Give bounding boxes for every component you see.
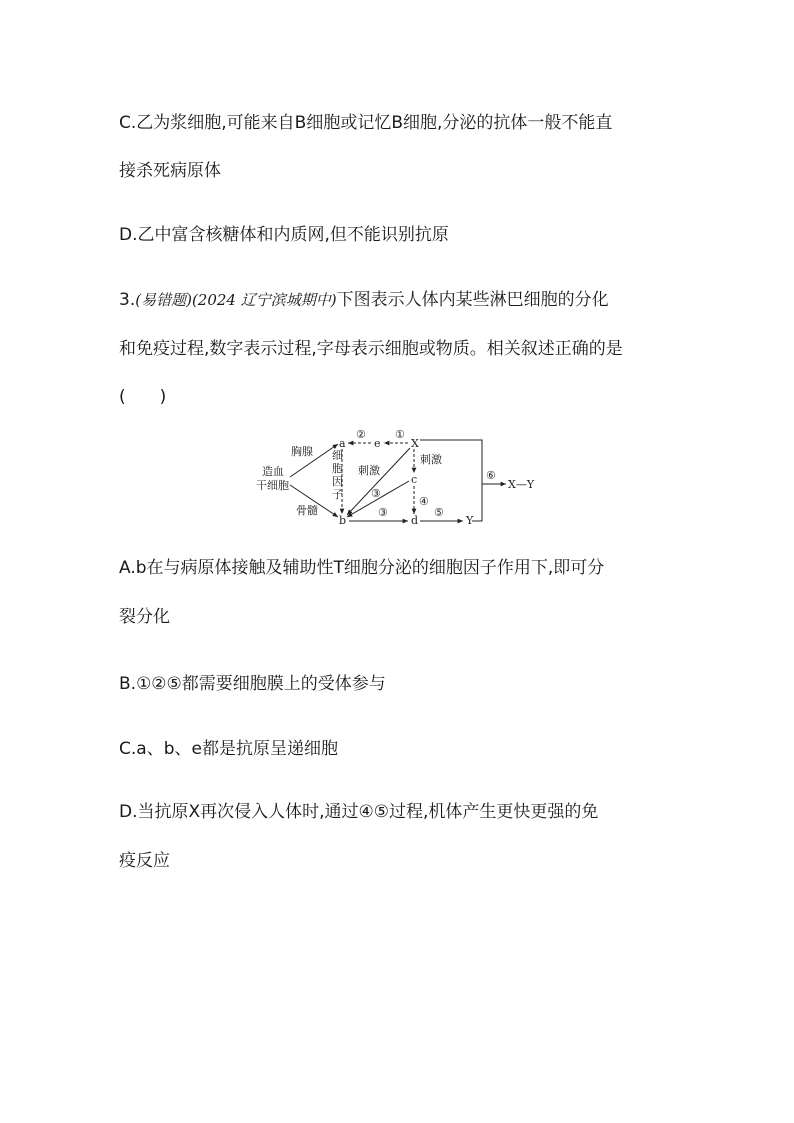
node-X: X (411, 437, 419, 450)
question-number: 3. (119, 290, 136, 310)
option-a-line2: 裂分化 (119, 607, 170, 627)
step-3b-label: ③ (378, 506, 388, 519)
product-X-Y: X—Y (508, 478, 535, 491)
stem-cell-label-2: 干细胞 (256, 479, 289, 492)
option-a-line1: A.b在与病原体接触及辅助性T细胞分泌的细胞因子作用下,即可分 (119, 558, 605, 578)
node-Y: Y (466, 514, 474, 527)
stimulate-label-1: 刺激 (358, 464, 380, 477)
step-4-label: ④ (419, 495, 429, 508)
node-e: e (374, 437, 381, 450)
answer-bracket: ( ) (119, 387, 167, 407)
option-d2-line2: 疫反应 (119, 851, 170, 871)
question-tag: (易错题) (135, 291, 192, 309)
node-a: a (339, 437, 346, 450)
question-source: (2024 辽宁滨城期中) (191, 291, 337, 309)
stimulate-label-2: 刺激 (420, 453, 442, 466)
cytokine-char-3: 因 (332, 475, 343, 488)
step-1-label: ① (395, 428, 405, 441)
question-stem: 下图表示人体内某些淋巴细胞的分化 (336, 290, 609, 310)
step-5-label: ⑤ (434, 506, 444, 519)
bone-marrow-label: 骨髓 (296, 504, 318, 517)
node-d: d (411, 514, 419, 527)
option-d2-line1: D.当抗原X再次侵入人体时,通过④⑤过程,机体产生更快更强的免 (119, 802, 599, 822)
step-2-label: ② (356, 428, 366, 441)
option-c2-line: C.a、b、e都是抗原呈递细胞 (119, 739, 338, 759)
cytokine-char-4: 子 (332, 488, 343, 501)
thymus-label: 胸腺 (291, 445, 313, 458)
cytokine-char-1: 细 (332, 449, 343, 462)
cytokine-char-2: 胞 (332, 462, 343, 475)
question-3-line2: 和免疫过程,数字表示过程,字母表示细胞或物质。相关叙述正确的是 (119, 339, 623, 359)
step-6-label: ⑥ (486, 469, 496, 482)
question-3-line1 (119, 288, 609, 312)
option-d-line: D.乙中富含核糖体和内质网,但不能识别抗原 (119, 225, 449, 245)
node-c: c (411, 473, 418, 486)
option-c-line1: C.乙为浆细胞,可能来自B细胞或记忆B细胞,分泌的抗体一般不能直 (119, 113, 613, 133)
option-b-line: B.①②⑤都需要细胞膜上的受体参与 (119, 674, 386, 694)
stem-cell-label-1: 造血 (262, 465, 284, 478)
lymphocyte-differentiation-diagram (250, 425, 550, 530)
option-c-line2: 接杀死病原体 (119, 161, 221, 181)
node-b: b (339, 514, 347, 527)
arrow-X-to-b (347, 448, 410, 515)
step-3a-label: ③ (371, 487, 381, 500)
